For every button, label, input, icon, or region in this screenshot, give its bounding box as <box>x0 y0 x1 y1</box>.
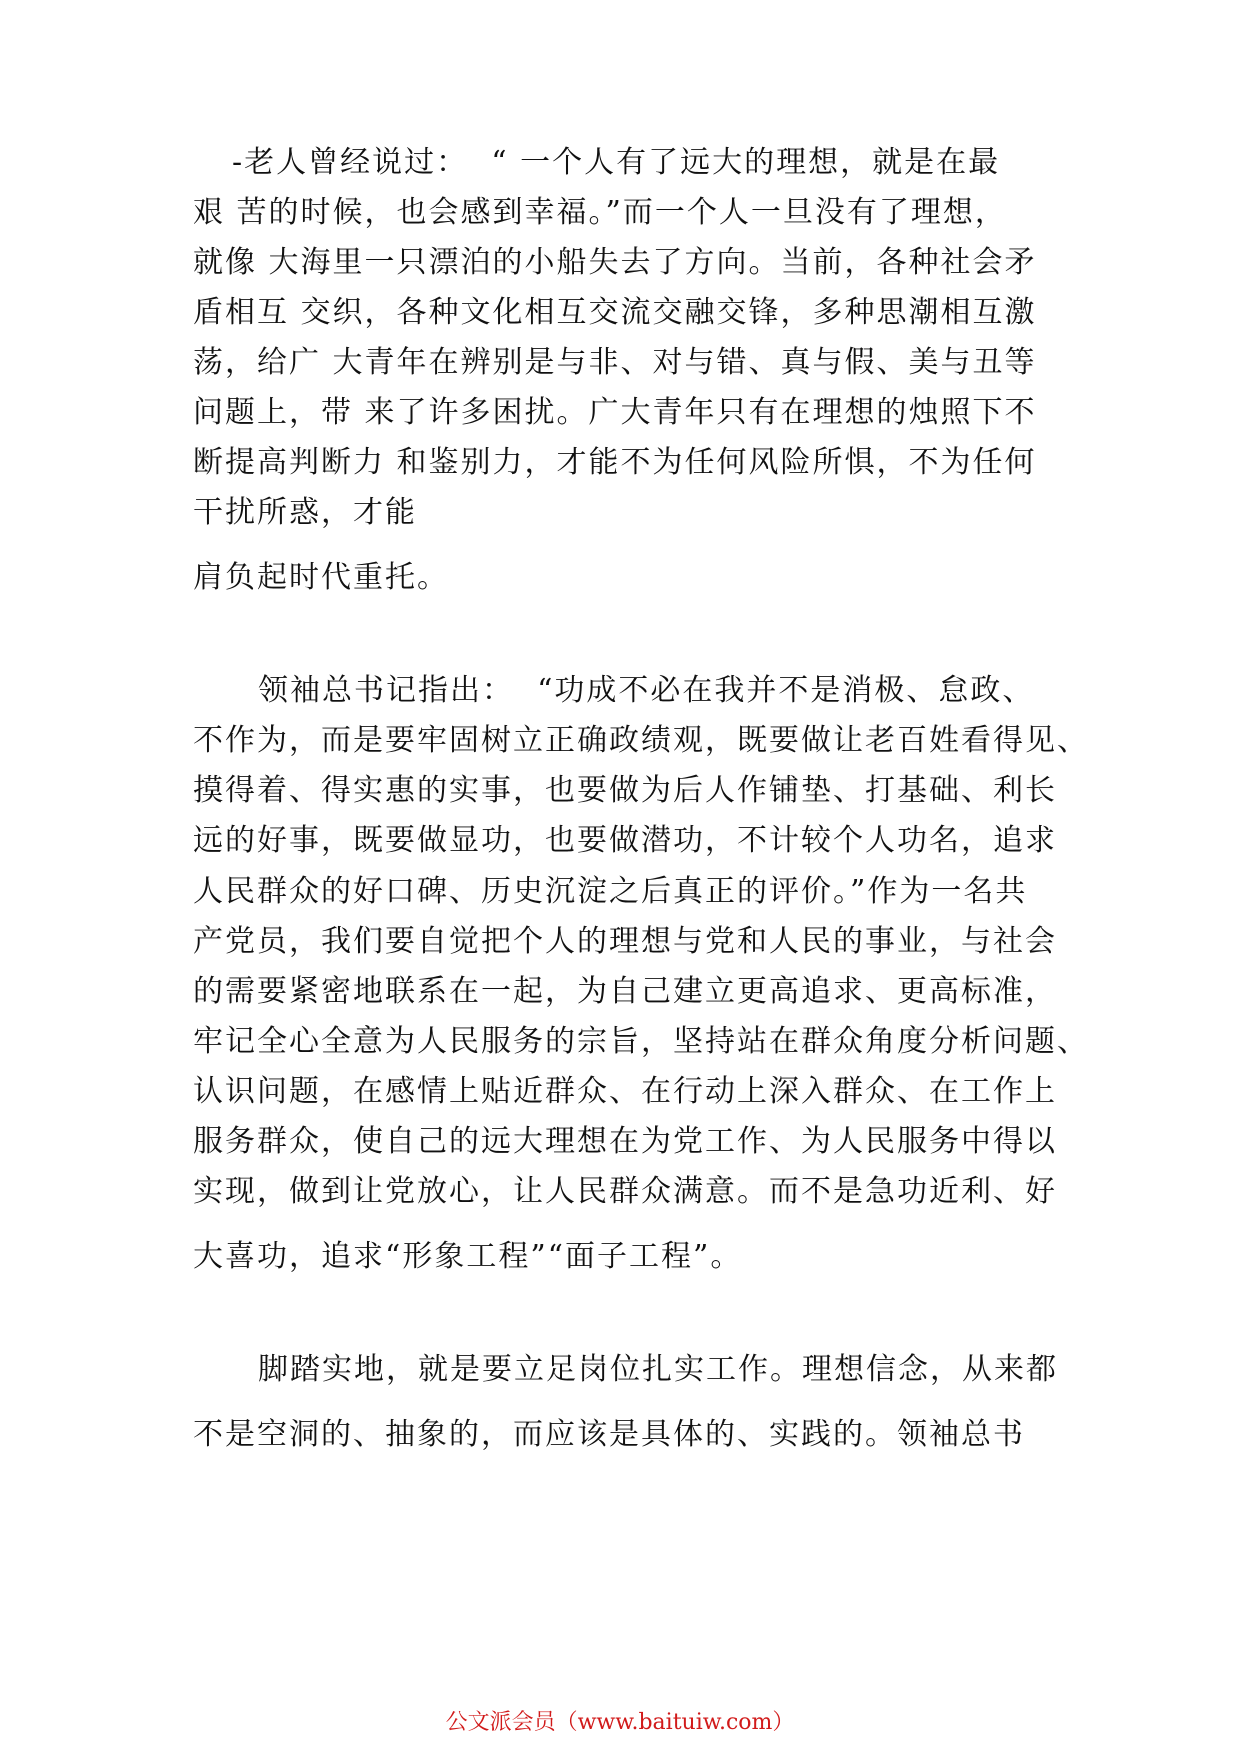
footer-site-text: 公文派会员（www.baituiw.com） <box>445 1710 795 1735</box>
paragraph-line: 领袖总书记指出： “功成不必在我并不是消极、怠政、 <box>258 673 1035 708</box>
paragraph-line: 肩负起时代重托。 <box>193 560 449 595</box>
paragraph-line: 干扰所惑，才能 <box>193 495 417 530</box>
paragraph-line: 荡，给广 大青年在辨别是与非、对与错、真与假、美与丑等 <box>193 345 1037 380</box>
paragraph-line: 不作为，而是要牢固树立正确政绩观，既要做让老百姓看得见、 <box>193 723 1089 758</box>
paragraph-line: 牢记全心全意为人民服务的宗旨，坚持站在群众角度分析问题、 <box>193 1024 1089 1059</box>
paragraph-line: 实现，做到让党放心，让人民群众满意。而不是急功近利、好 <box>193 1174 1057 1209</box>
paragraph-line: 断提高判断力 和鉴别力，才能不为任何风险所惧，不为任何 <box>193 445 1037 480</box>
paragraph-line: 人民群众的好口碑、历史沉淀之后真正的评价。”作为一名共 <box>193 874 1028 909</box>
paragraph-line: 盾相互 交织，各种文化相互交流交融交锋，多种思潮相互激 <box>193 295 1037 330</box>
paragraph-line: 就像 大海里一只漂泊的小船失去了方向。当前，各种社会矛 <box>193 245 1037 280</box>
paragraph-line: 摸得着、得实惠的实事，也要做为后人作铺垫、打基础、利长 <box>193 773 1057 808</box>
paragraph-line: 不是空洞的、抽象的，而应该是具体的、实践的。领袖总书 <box>193 1417 1025 1452</box>
paragraph-line: 产党员，我们要自觉把个人的理想与党和人民的事业，与社会 <box>193 924 1057 959</box>
paragraph-line: 的需要紧密地联系在一起，为自己建立更高追求、更高标准， <box>193 974 1057 1009</box>
paragraph-line: 大喜功，追求“形象工程”“面子工程”。 <box>193 1239 743 1274</box>
paragraph-line: 远的好事，既要做显功，也要做潜功，不计较个人功名，追求 <box>193 823 1057 858</box>
paragraph-line: 艰 苦的时候，也会感到幸福。”而一个人一旦没有了理想， <box>193 195 1007 230</box>
paragraph-line: 认识问题，在感情上贴近群众、在行动上深入群众、在工作上 <box>193 1074 1057 1109</box>
paragraph-line: 服务群众，使自己的远大理想在为党工作、为人民服务中得以 <box>193 1124 1057 1159</box>
paragraph-line: -老人曾经说过： “ 一个人有了远大的理想，就是在最 <box>232 145 1001 180</box>
paragraph-line: 问题上，带 来了许多困扰。广大青年只有在理想的烛照下不 <box>193 395 1037 430</box>
paragraph-line: 脚踏实地，就是要立足岗位扎实工作。理想信念，从来都 <box>258 1352 1058 1387</box>
